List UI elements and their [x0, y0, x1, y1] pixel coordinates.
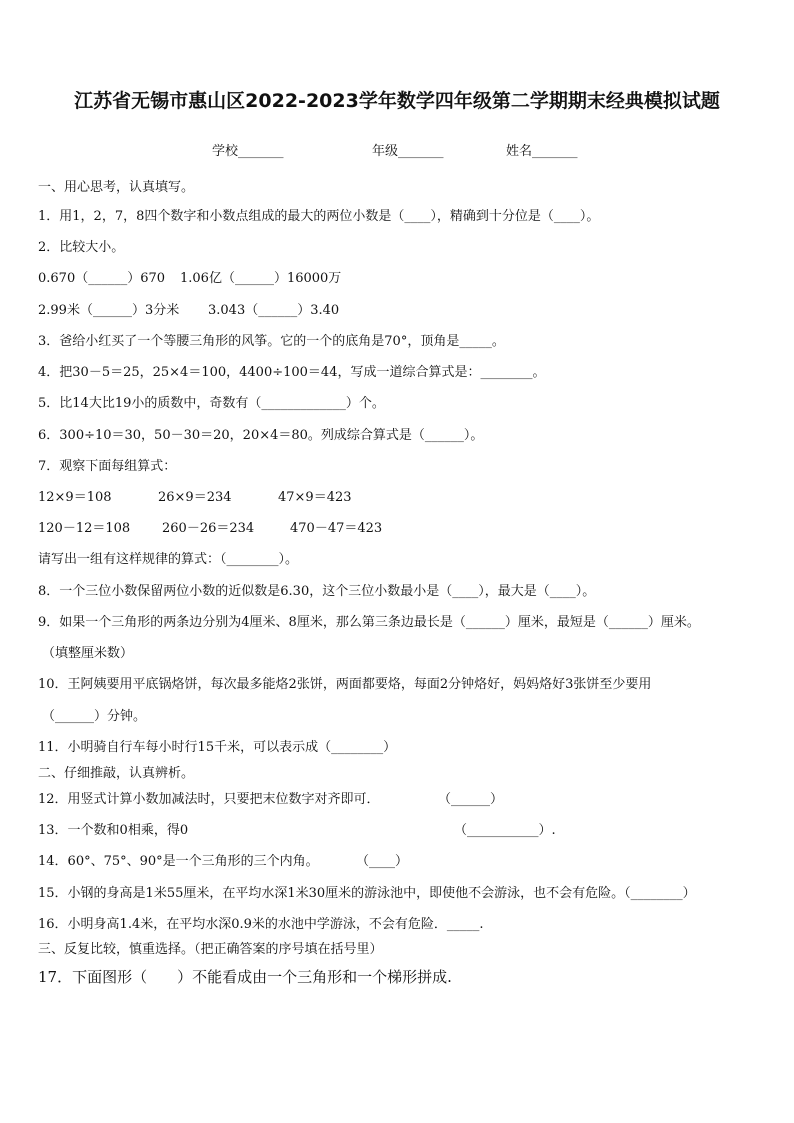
section-heading-1: 一、用心思考，认真填写。 — [38, 180, 195, 195]
question-16: 16．小明身高1.4米，在平均水深0.9米的水池中学游泳，不会有危险．_____. — [38, 917, 484, 932]
question-6: 6．300÷10＝30，50－30＝20，20×4＝80。列成综合算式是（______）。 — [38, 428, 484, 443]
question-1: 1．用1，2，7，8四个数字和小数点组成的最大的两位小数是（____），精确到十分位是（____）。 — [38, 209, 600, 224]
question-14: 14．60°、75°、90°是一个三角形的三个内角。 — [38, 854, 319, 869]
question-10: 10．王阿姨要用平底锅烙饼，每次最多能烙2张饼，两面都要烙，每面2分钟烙好，妈妈烙好3张饼至少要用 — [38, 677, 652, 692]
question-14-answer: （____） — [356, 854, 409, 869]
question-3: 3．爸给小红买了一个等腰三角形的风筝。它的一个的底角是70°，顶角是_____。 — [38, 334, 505, 349]
question-13: 13．一个数和0相乘，得0 — [38, 823, 189, 838]
question-7-equation: 120－12＝108 — [38, 521, 131, 536]
question-13-answer: （___________）. — [454, 823, 556, 838]
question-9-note: （填整厘米数） — [42, 646, 134, 661]
question-8: 8．一个三位小数保留两位小数的近似数是6.30，这个三位小数最小是（____），最大是（____）。 — [38, 584, 596, 599]
grade-field: 年级_______ — [372, 144, 444, 159]
question-17: 17．下面图形（ ）不能看成由一个三角形和一个梯形拼成. — [38, 968, 452, 986]
name-field: 姓名_______ — [506, 144, 578, 159]
question-2-item: 0.670（______）670 — [38, 271, 166, 286]
question-7-prompt: 请写出一组有这样规律的算式：（________）。 — [38, 552, 299, 567]
question-2-item: 3.043（______）3.40 — [208, 303, 340, 318]
question-12-answer: （______） — [438, 792, 504, 807]
question-4: 4．把30－5＝25，25×4＝100，4400÷100＝44，写成一道综合算式是：________。 — [38, 365, 546, 380]
question-7-equation: 47×9＝423 — [278, 490, 352, 505]
school-field: 学校_______ — [212, 144, 284, 159]
question-7: 7．观察下面每组算式： — [38, 459, 177, 474]
page-title: 江苏省无锡市惠山区2022-2023学年数学四年级第二学期期末经典模拟试题 — [74, 90, 720, 112]
question-2: 2．比较大小。 — [38, 240, 125, 255]
question-2-item: 2.99米（______）3分米 — [38, 303, 180, 318]
question-15: 15．小钢的身高是1米55厘米，在平均水深1米30厘米的游泳池中，即使他不会游泳，也不会有危险。（________） — [38, 886, 696, 901]
question-11: 11．小明骑自行车每小时行15千米，可以表示成（________） — [38, 740, 397, 755]
question-7-equation: 12×9＝108 — [38, 490, 112, 505]
question-7-equation: 470－47＝423 — [290, 521, 383, 536]
question-10-tail: （______）分钟。 — [42, 709, 147, 724]
question-2-item: 1.06亿（______）16000万 — [180, 271, 342, 286]
question-12: 12．用竖式计算小数加减法时，只要把末位数字对齐即可． — [38, 792, 380, 807]
section-heading-2: 二、仔细推敲，认真辨析。 — [38, 766, 195, 781]
question-9: 9．如果一个三角形的两条边分别为4厘米、8厘米，那么第三条边最长是（______）厘米，最短是（______）厘米。 — [38, 615, 700, 630]
section-heading-3: 三、反复比较，慎重选择。（把正确答案的序号填在括号里） — [38, 942, 383, 957]
question-7-equation: 260－26＝234 — [162, 521, 255, 536]
question-5: 5．比14大比19小的质数中，奇数有（_____________）个。 — [38, 396, 385, 411]
question-7-equation: 26×9＝234 — [158, 490, 232, 505]
